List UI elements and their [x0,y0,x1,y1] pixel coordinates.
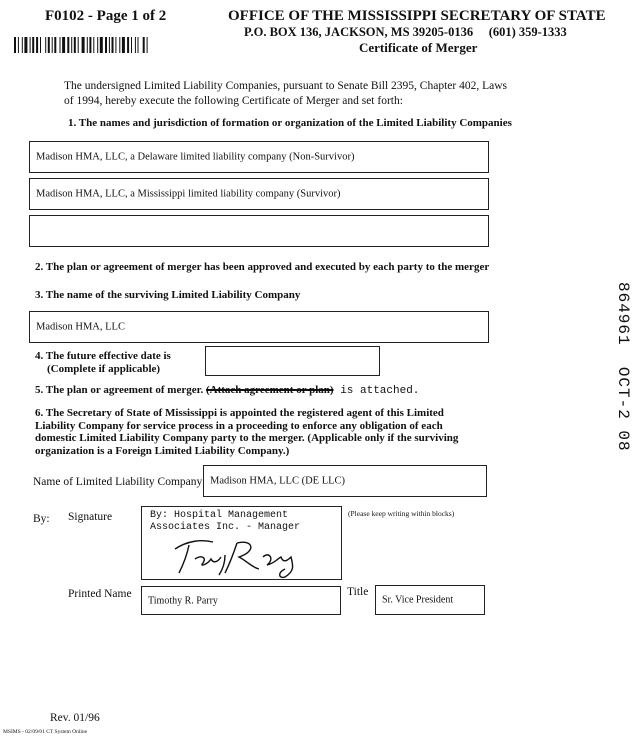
section4-label: 4. The future effective date is [35,350,171,362]
section5-struck: (Attach agreement or plan) [205,384,334,396]
section5-prefix: 5. The plan or agreement of merger. [35,384,204,396]
barcode [14,37,220,53]
printed-name-text: Timothy R. Parry [148,595,218,606]
signature-label: Signature [68,511,113,523]
footer-tiny-text: MSIMS - 02/09/01 CT System Online [3,729,88,735]
llc-name-text: Madison HMA, LLC (DE LLC) [210,475,346,487]
section5-suffix: is attached. [333,385,420,397]
revision-label: Rev. 01/96 [50,712,100,724]
llc-entry-2-field[interactable] [29,178,489,210]
section1-heading: 1. The names and jurisdiction of formation or organization of the Limited Liability Companies [68,117,512,129]
llc-entry-1-field[interactable] [29,141,489,173]
title-text: Sr. Vice President [382,594,454,606]
section6-paragraph: 6. The Secretary of State of Mississippi is appointed the registered agent of this Limited Liability Company for service process in a proceeding to enforce any obligation of each domestic Limited Liability Company party to the merger. (Applicable only if the surviving organization is a Foreign Limited Liability Company.) [35,407,459,457]
llc-entry-1-text: Madison HMA, LLC, a Delaware limited liability company (Non-Survivor) [36,151,355,163]
surviving-llc-text: Madison HMA, LLC [36,321,125,333]
form-id: F0102 - Page 1 of 2 [45,8,167,24]
section2-heading: 2. The plan or agreement of merger has been approved and executed by each party to the merger [35,261,490,273]
title-field[interactable] [375,585,485,615]
llc-name-field[interactable] [203,465,487,497]
signature-note: (Please keep writing within blocks) [348,509,455,518]
llc-entry-3-field[interactable] [29,215,489,247]
printed-name-field[interactable] [141,586,341,615]
title-label: Title [347,586,369,598]
office-address: P.O. BOX 136, JACKSON, MS 39205-0136 (601) 359-1333 [244,25,567,39]
llc-entry-2-text: Madison HMA, LLC, a Mississippi limited liability company (Survivor) [36,188,341,200]
handwritten-signature [167,529,317,579]
section3-heading: 3. The name of the surviving Limited Liability Company [35,289,301,301]
signature-typed-line1: By: Hospital Management [150,510,289,521]
section4-sublabel: (Complete if applicable) [47,363,161,375]
office-title: OFFICE OF THE MISSISSIPPI SECRETARY OF STATE [228,8,606,24]
signature-field[interactable] [141,506,342,580]
llc-name-label: Name of Limited Liability Company [33,476,203,488]
effective-date-field[interactable] [205,346,380,376]
printed-name-label: Printed Name [68,588,132,600]
doc-title: Certificate of Merger [359,40,478,55]
surviving-llc-field[interactable] [29,311,489,343]
filing-stamp: 864961 OCT-2 08 [614,282,632,452]
by-label: By: [33,513,50,525]
signature-typed-line2: Associates Inc. - Manager [150,522,301,533]
intro-paragraph: The undersigned Limited Liability Companies, pursuant to Senate Bill 2395, Chapter 402, Laws of 1994, hereby execute the following Certificate of Merger and set forth: [64,80,507,107]
section5-line [35,384,419,397]
